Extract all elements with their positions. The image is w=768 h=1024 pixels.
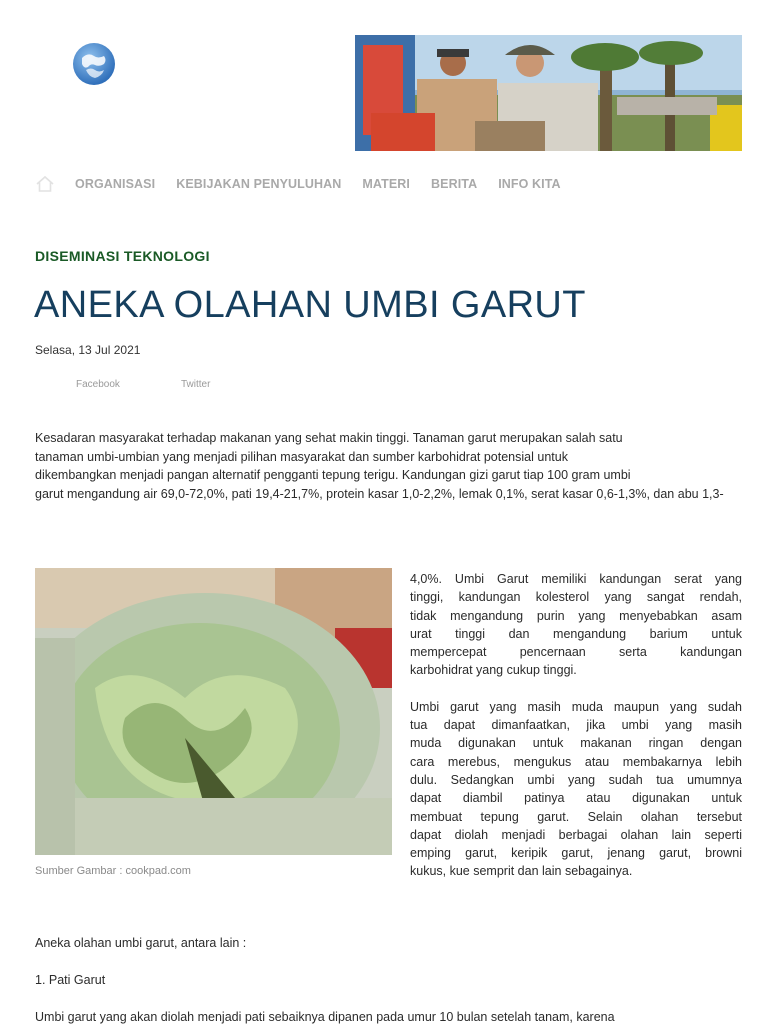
paragraph-line: emping garut, keripik garut, jenang garut, browni (410, 846, 742, 861)
intro-line: Kesadaran masyarakat terhadap makanan yang sehat makin tinggi. Tanaman garut merupakan salah satu (35, 431, 623, 445)
list-item: 1. Pati Garut (35, 973, 106, 987)
paragraph-line: 4,0%. Umbi Garut memiliki kandungan serat yang (410, 572, 742, 586)
paragraph-line: mempercepat pencernaan serta kandungan (410, 645, 742, 660)
right-paragraph-2 (410, 698, 742, 881)
intro-line: dikembangkan menjadi pangan alternatif pengganti tepung terigu. Kandungan gizi garut tiap 100 gram umbi (35, 468, 631, 482)
image-caption: Sumber Gambar : cookpad.com (35, 865, 191, 877)
header-banner-image (355, 35, 742, 151)
share-twitter-link[interactable]: Twitter (181, 379, 211, 390)
paragraph-line: tinggi, kandungan kolesterol yang sangat rendah, (410, 590, 742, 605)
list-intro: Aneka olahan umbi garut, antara lain : (35, 936, 247, 950)
paragraph-line: muda digunakan untuk makanan ringan dengan (410, 736, 742, 751)
paragraph-pati-garut: Umbi garut yang akan diolah menjadi pati sebaiknya dipanen pada umur 10 bulan setelah tanam, karena (35, 1010, 615, 1024)
article-category[interactable]: DISEMINASI TEKNOLOGI (35, 248, 210, 264)
nav-item-info-kita[interactable]: INFO KITA (498, 177, 561, 191)
site-logo[interactable] (72, 42, 116, 86)
intro-line: garut mengandung air 69,0-72,0%, pati 19,4-21,7%, protein kasar 1,0-2,2%, lemak 0,1%, serat kasar 0,6-1,3%, dan abu 1,3- (35, 486, 724, 501)
right-paragraph-1 (410, 570, 742, 680)
nav-item-materi[interactable]: MATERI (362, 177, 410, 191)
nav-item-organisasi[interactable]: ORGANISASI (75, 177, 156, 191)
nav-item-berita[interactable]: BERITA (431, 177, 478, 191)
paragraph-line: tua dapat dimanfaatkan, jika umbi yang masih (410, 718, 742, 733)
article-intro-paragraph (35, 429, 742, 503)
article-date: Selasa, 13 Jul 2021 (35, 343, 141, 357)
paragraph-line: karbohidrat yang cukup tinggi. (410, 663, 577, 678)
paragraph-line: dapat diolah menjadi berbagai olahan lain seperti (410, 827, 742, 842)
article-right-column (410, 570, 742, 881)
paragraph-line: membuat tepung garut. Selain olahan tersebut (410, 809, 742, 824)
paragraph-line: cara merebus, mengukus atau membakarnya lebih (410, 754, 742, 769)
paragraph-line: dulu. Sedangkan umbi yang sudah tua umumnya (410, 772, 742, 787)
nav-item-kebijakan-penyuluhan[interactable]: KEBIJAKAN PENYULUHAN (176, 177, 342, 191)
paragraph-line: kukus, kue semprit dan lain sebagainya. (410, 864, 633, 879)
article-image (35, 568, 392, 855)
intro-line: tanaman umbi-umbian yang menjadi pilihan masyarakat dan sumber karbohidrat potensial untuk (35, 449, 568, 464)
home-icon[interactable] (35, 174, 55, 194)
article-title: ANEKA OLAHAN UMBI GARUT (34, 284, 586, 326)
paragraph-line: dapat diambil patinya atau digunakan untuk (410, 791, 742, 806)
paragraph-line: Umbi garut yang masih muda maupun yang sudah (410, 699, 742, 714)
main-nav (35, 170, 582, 198)
paragraph-line: urat tinggi dan mengandung barium untuk (410, 626, 742, 641)
paragraph-line: tidak mengandung purin yang menyebabkan asam (410, 608, 742, 623)
share-facebook-link[interactable]: Facebook (76, 379, 120, 390)
